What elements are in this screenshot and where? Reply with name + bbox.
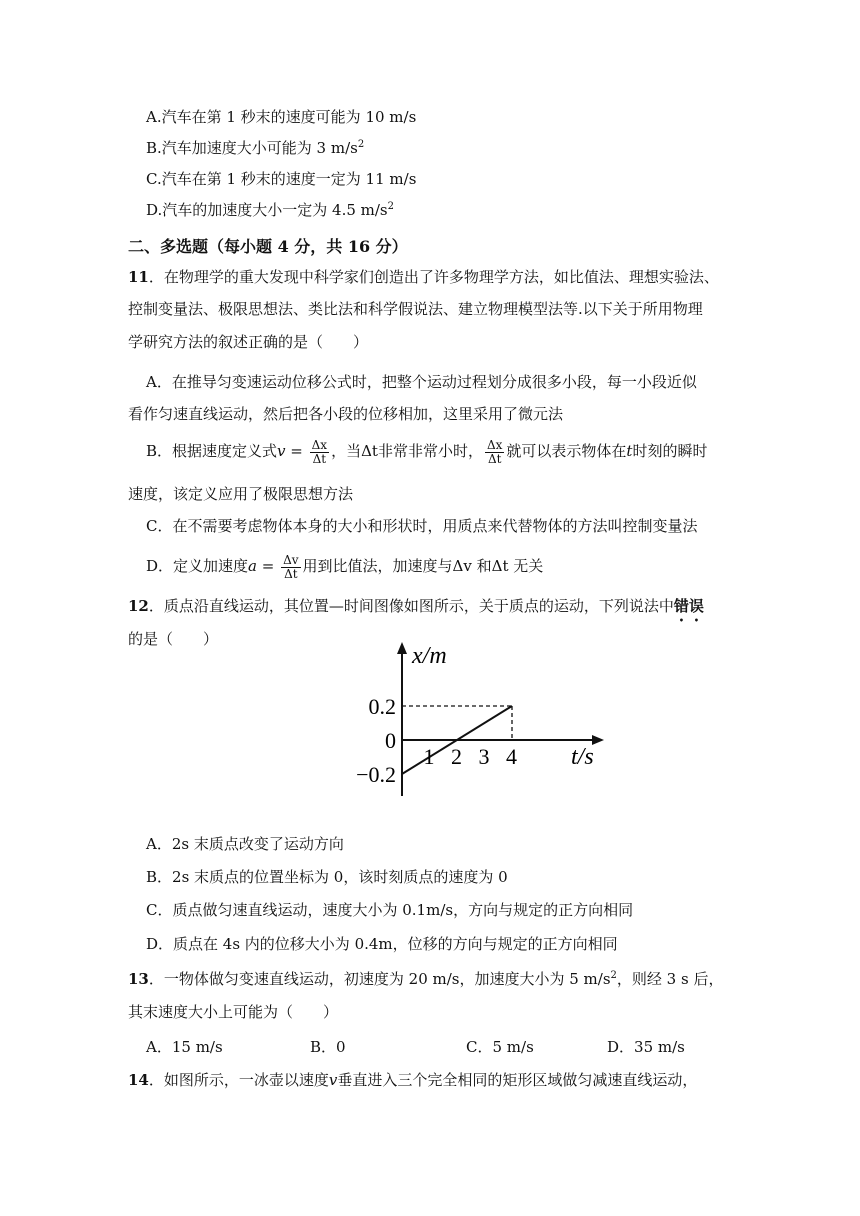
q11-option-c: C．在不需要考虑物体本身的大小和形状时，用质点来代替物体的方法叫控制变量法 bbox=[146, 517, 698, 535]
x-tick-label: 3 bbox=[478, 744, 490, 769]
q11-stem-line3: 学研究方法的叙述正确的是（ ） bbox=[128, 333, 369, 351]
q13-option-a: A．15 m/s bbox=[146, 1038, 223, 1056]
delta-x-over-delta-t-fraction-2: $\frac{\Delta x}{\Delta t}$ bbox=[486, 437, 503, 466]
q12-option-a: A．2s 末质点改变了运动方向 bbox=[146, 835, 344, 853]
x-axis-label: t/s bbox=[571, 744, 594, 770]
emphasized-word: 错误 bbox=[673, 597, 704, 615]
x-tick-label: 4 bbox=[506, 744, 517, 769]
y-axis-arrow bbox=[397, 642, 407, 654]
y-tick-label: 0 bbox=[385, 728, 396, 753]
x-tick-label: 1 bbox=[423, 744, 435, 769]
q11-option-a-line1: A．在推导匀变速运动位移公式时，把整个运动过程划分成很多小段，每一小段近似 bbox=[146, 373, 697, 391]
section-title: 二、多选题（每小题 4 分，共 16 分） bbox=[128, 237, 408, 256]
position-time-graph bbox=[340, 636, 610, 806]
x-tick-label: 2 bbox=[451, 744, 462, 769]
q11-stem-line1: 11．在物理学的重大发现中科学家们创造出了许多物理学方法，如比值法、理想实验法、 bbox=[128, 268, 719, 286]
q10-option-d: D.汽车的加速度大小一定为 4.5 $m/s^2$ bbox=[146, 201, 395, 219]
q12-option-c: C．质点做匀速直线运动，速度大小为 0.1m/s，方向与规定的正方向相同 bbox=[146, 901, 634, 919]
q13-stem-line1: 13．一物体做匀变速直线运动，初速度为 20 m/s，加速度大小为 5 $m/s^2$，则经 3 s 后， bbox=[128, 970, 724, 988]
q10-option-c: C.汽车在第 1 秒末的速度一定为 11 m/s bbox=[146, 170, 417, 188]
q14-stem-line1: 14．如图所示，一冰壶以速度v垂直进入三个完全相同的矩形区域做匀减速直线运动， bbox=[128, 1071, 698, 1089]
q11-option-b-line2: 速度，该定义应用了极限思想方法 bbox=[128, 485, 354, 503]
x-axis-arrow bbox=[592, 735, 604, 745]
y-tick-label: 0.2 bbox=[368, 694, 396, 719]
q11-option-a-line2: 看作匀速直线运动，然后把各小段的位移相加，这里采用了微元法 bbox=[128, 405, 564, 423]
q10-option-a: A.汽车在第 1 秒末的速度可能为 10 m/s bbox=[146, 108, 417, 126]
q12-option-d: D．质点在 4s 内的位移大小为 0.4m，位移的方向与规定的正方向相同 bbox=[146, 935, 618, 953]
q13-option-b: B．0 bbox=[310, 1038, 346, 1056]
q11-stem-line2: 控制变量法、极限思想法、类比法和科学假说法、建立物理模型法等.以下关于所用物理 bbox=[128, 300, 703, 318]
q13-stem-line2: 其末速度大小上可能为（ ） bbox=[128, 1003, 339, 1021]
q11-option-d: D．定义加速度a = $\frac{\Delta v}{\Delta t}$ 用到比值法，加速度与Δv 和Δt 无关 bbox=[146, 552, 544, 581]
q12-stem-line2: 的是（ ） bbox=[128, 630, 219, 648]
q12-stem-line1: 12．质点沿直线运动，其位置—时间图像如图所示，关于质点的运动，下列说法中错误 bbox=[128, 597, 704, 615]
y-tick-label: −0.2 bbox=[356, 762, 396, 787]
q10-option-b: B.汽车加速度大小可能为 3 $m/s^2$ bbox=[146, 139, 365, 157]
q13-option-c: C．5 m/s bbox=[466, 1038, 534, 1056]
q12-option-b: B．2s 末质点的位置坐标为 0，该时刻质点的速度为 0 bbox=[146, 868, 508, 886]
q11-option-b-line1: B．根据速度定义式v = $\frac{\Delta x}{\Delta t}$ ，当Δt非常非常小时， $\frac{\Delta x}{\Delta t}$ 就可以表示物体在t时刻的瞬时 bbox=[146, 437, 708, 466]
y-axis-label: x/m bbox=[412, 643, 447, 669]
delta-v-over-delta-t-fraction: $\frac{\Delta v}{\Delta t}$ bbox=[283, 552, 299, 581]
q13-option-d: D．35 m/s bbox=[607, 1038, 685, 1056]
delta-x-over-delta-t-fraction: $\frac{\Delta x}{\Delta t}$ bbox=[311, 437, 328, 466]
